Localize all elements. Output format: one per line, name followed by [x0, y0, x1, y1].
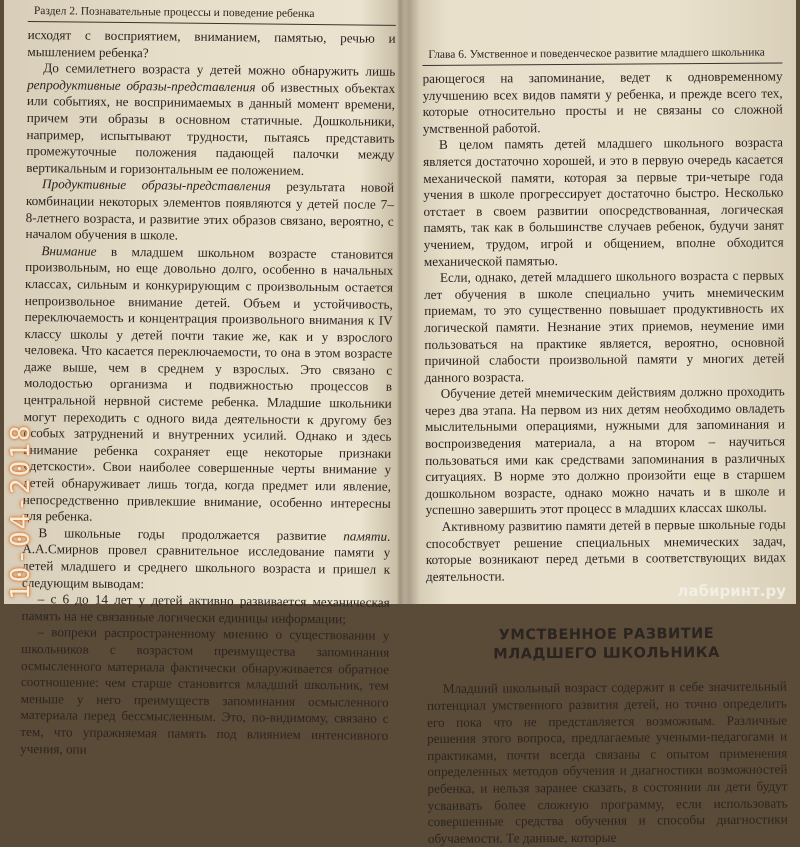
section-heading — [426, 625, 786, 666]
left-paragraph-4: В школьные годы продолжается развитие памяти. А.А.Смирнов провел сравнительное исследование памяти у детей младшего и среднего школьного возраста и пришел к следующим выводам: — [21, 524, 391, 591]
watermark-logo: лабиринт.ру — [677, 582, 786, 600]
section-heading-line1: УМСТВЕННОЕ РАЗВИТИЕ — [498, 626, 715, 644]
right-paragraph-4: Активному развитию памяти детей в первые школьные годы способствует решение специальных мнемических задач, которые возникают перед детьми в соответствующих видах деятельности. — [425, 516, 786, 584]
book-gutter — [396, 0, 420, 604]
right-running-head: Глава 6. Умственное и поведенческое развитие младшего школьника — [422, 41, 782, 66]
left-paragraph-0: исходят с восприятием, вниманием, памятью, речью и мышлением ребенка? — [27, 26, 396, 60]
left-paragraph-3: Внимание в младшем школьном возрасте становится произвольным, но еще довольно долго, особенно в начальных классах, сильным и конкурирующим с произвольным остается непроизвольное внимание детей. Объем и устойчивость, переключаемость и концентрация произвольного внимания к IV классу школы у детей почти такие же, как и у взрослого человека. Что касается переключаемости, то она в этом возрасте даже выше, чем в среднем у взрослых. Это связано с молодостью организма и подвижностью процессов в центральной нервной системе ребенка. Младшие школьники могут переходить с одного вида деятельности к другому без особых затруднений и внутренних усилий. Однако и здесь внимание ребенка сохраняет еще некоторые признаки «детскости». Свои наиболее совершенные черты внимание у детей обнаруживает лишь тогда, когда предмет или явление, непосредственно привлекшие внимание, особенно интересны для ребенка. — [22, 242, 394, 524]
right-page — [422, 0, 788, 846]
left-paragraph-2: Продуктивные образы-представления результата новой комбинации некоторых элементов появляются у детей после 7–8-летнего возраста, и развитие этих образов связано, вероятно, с началом обучения в школе. — [25, 176, 395, 243]
left-paragraph-5: – с 6 до 14 лет у детей активно развивается механическая память на не связанные логически единицы информации; — [21, 591, 390, 627]
left-paragraph-1: До семилетнего возраста у детей можно обнаружить лишь репродуктивные образы-представления об известных объектах или событиях, не воспринимаемых в данный момент времени, причем эти образы в основном статичные. Дошкольники, например, испытывают трудности, пытаясь представить промежуточные положения падающей палочки между вертикальным и горизонтальным ее положением. — [26, 60, 396, 178]
left-paragraph-6: – вопреки распространенному мнению о существовании у школьников с возрастом преимущества запоминания осмысленного материала фактически обнаруживается обратное соотношение: чем старше становится младший школьник, тем меньше у него преимуществ запоминания осмысленного материала перед бессмысленным. Это, по-видимому, связано с тем, что упражняемая память под влиянием интенсивного учения, опи — [20, 624, 390, 757]
section-paragraph-0: Младший школьный возраст содержит в себе значительный потенциал умственного развития детей, но точно определить его пока что не представляется возможным. Различные решения этого вопроса, предлагаемые учеными-педагогами и практиками, почти всегда связаны с опытом применения определенных методов обучения и диагностики возможностей ребенка, и нельзя заранее сказать, в состоянии ли дети будут усваивать более сложную программу, если использовать совершенные средства обучения и способы диагностики обучаемости. Те данные, которые — [426, 678, 788, 846]
right-paragraph-3: Обучение детей мнемическим действиям должно проходить через два этапа. На первом из них детям необходимо овладеть мыслительными операциями, нужными для запоминания и воспроизведения материала, а на втором – научиться пользоваться ими как средствами запоминания в различных ситуациях. В норме это должно произойти еще в старшем дошкольном возрасте, однако можно начать и в школе и успешно завершить этот процесс в младших классах школы. — [424, 383, 786, 518]
section-heading-line2: МЛАДШЕГО ШКОЛЬНИКА — [493, 645, 720, 663]
open-book — [4, 0, 796, 846]
date-stamp: 10-04-2018 — [6, 423, 36, 600]
right-paragraph-2: Если, однако, детей младшего школьного возраста с первых лет обучения в школе специально учить мнемическим приемам, то это существенно повышает продуктивность их логической памяти. Незнание этих приемов, неумение ими пользоваться на практике является, вероятно, основной причиной слабости произвольной памяти у многих детей данного возраста. — [424, 267, 785, 385]
right-paragraph-0: рающегося на запоминание, ведет к одновременному улучшению всех видов памяти у ребенка, и прежде всего тех, которые относительно просты и не связаны со сложной умственной работой. — [422, 68, 783, 136]
right-paragraph-1: В целом память детей младшего школьного возраста является достаточно хорошей, и это в первую очередь касается механической памяти, которая за первые три-четыре года учения в школе прогрессирует достаточно быстро. Несколько отстает в своем развитии опосредствованная, логическая память, так как в большинстве случаев ребенок, будучи занят учением, трудом, игрой и общением, вполне обходится механической памятью. — [423, 134, 784, 269]
left-running-head: Раздел 2. Познавательные процессы и поведение ребенка — [28, 0, 396, 26]
